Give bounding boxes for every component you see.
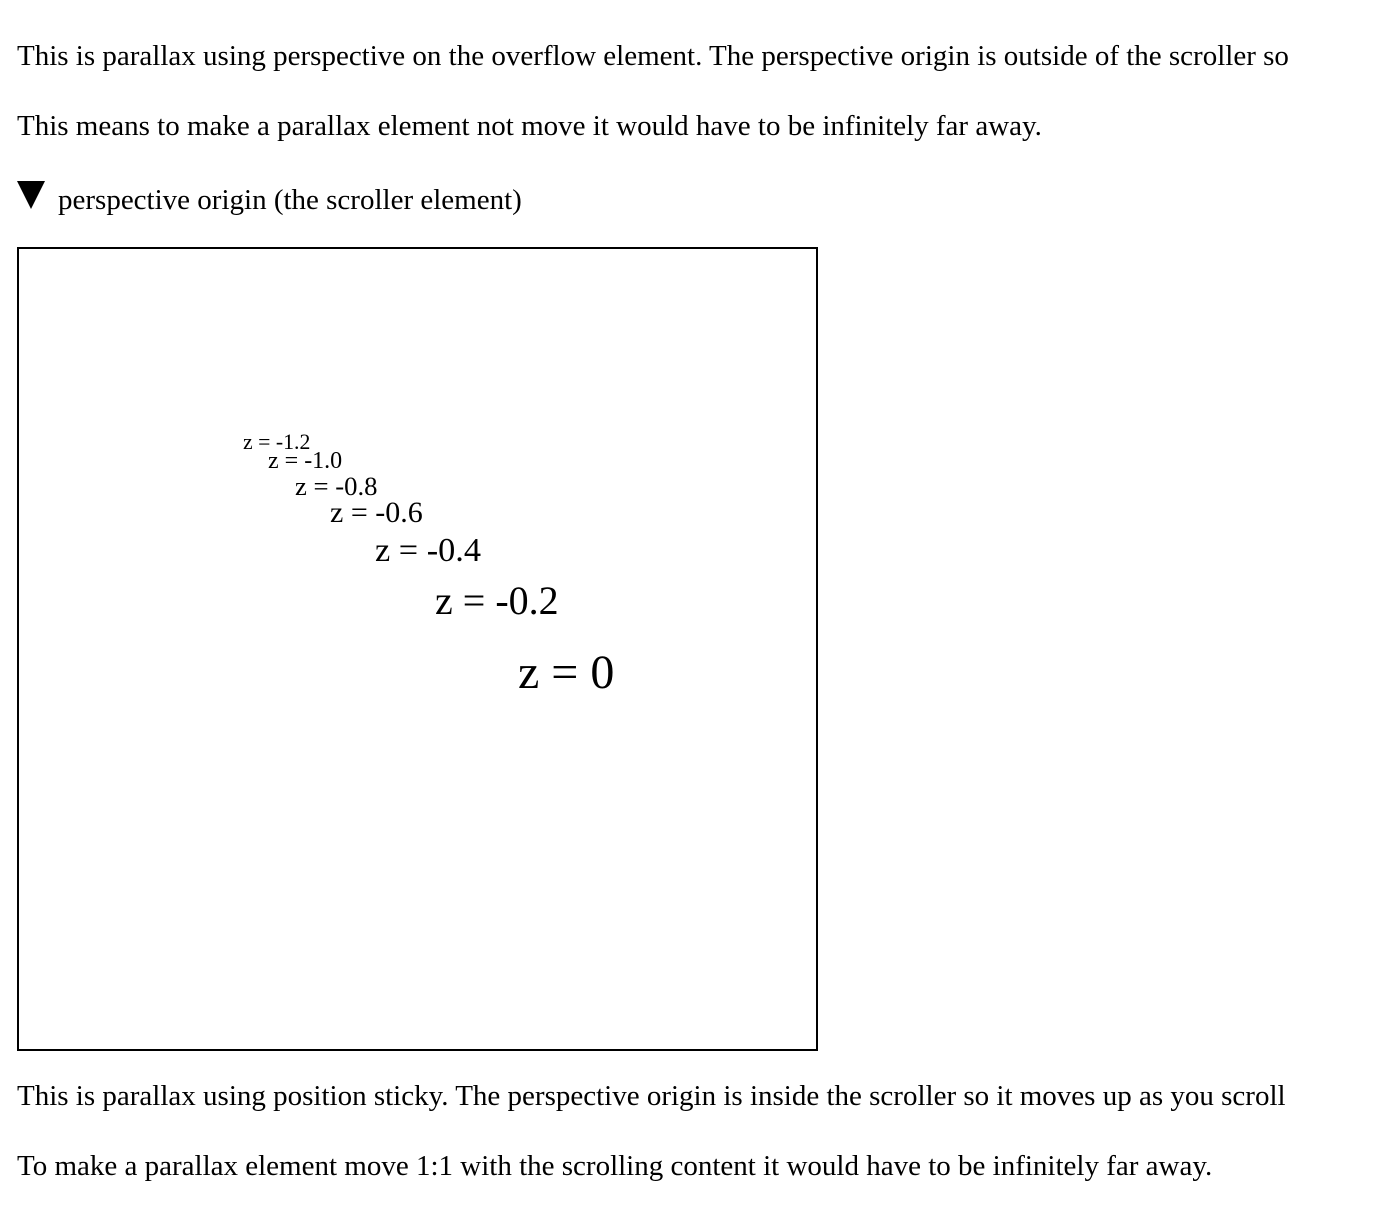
outro-paragraph-2: To make a parallax element move 1:1 with the scrolling content it would have to be infinitely far away. — [17, 1150, 1213, 1182]
z-label: z = -0.2 — [435, 578, 559, 623]
intro-paragraph-1: This is parallax using perspective on the overflow element. The perspective origin is outside of the scroller so — [17, 40, 1289, 72]
z-label: z = -0.6 — [330, 496, 423, 529]
scroller-box[interactable] — [17, 247, 818, 1051]
intro-paragraph-2: This means to make a parallax element not move it would have to be infinitely far away. — [17, 110, 1042, 142]
z-label: z = -1.2 — [243, 430, 311, 454]
z-label: z = 0 — [518, 646, 615, 699]
outro-paragraph-1: This is parallax using position sticky. The perspective origin is inside the scroller so it moves up as you scroll — [17, 1080, 1286, 1112]
legend-label: perspective origin (the scroller element) — [58, 184, 522, 216]
z-label: z = -0.4 — [375, 531, 482, 569]
z-label: z = -0.8 — [295, 471, 378, 501]
z-label: z = -1.0 — [268, 448, 343, 474]
perspective-origin-legend — [17, 181, 1392, 217]
down-triangle-icon — [17, 181, 45, 209]
